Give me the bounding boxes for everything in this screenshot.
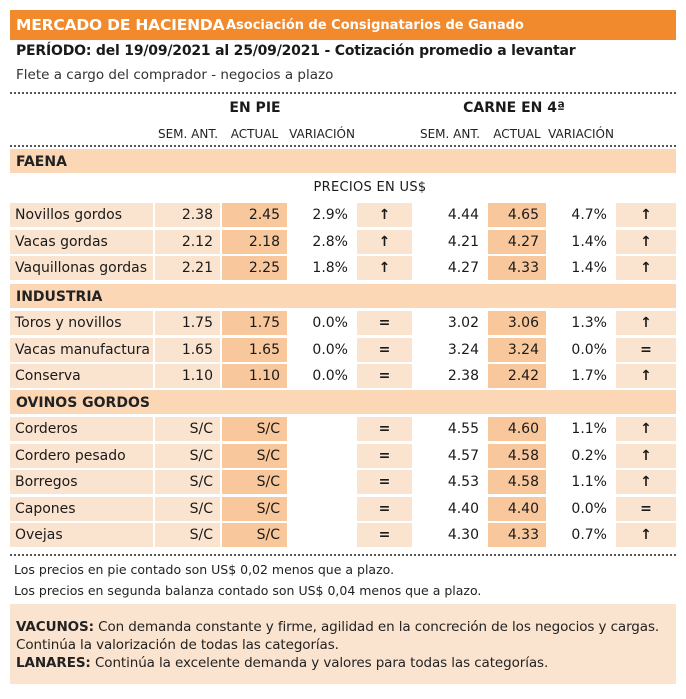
pie-trend-icon: ↑: [357, 203, 412, 227]
carne-variacion: 1.7%: [548, 364, 614, 388]
note-segunda-balanza: Los precios en segunda balanza contado son US$ 0,04 menos que a plazo.: [14, 583, 482, 598]
carne-trend-icon: ↑: [616, 203, 676, 227]
carne-variacion: 0.0%: [548, 497, 614, 521]
carne-trend-icon: ↑: [616, 523, 676, 547]
group-carne: CARNE EN 4ª: [463, 100, 565, 116]
pie-trend-icon: ↑: [357, 230, 412, 254]
pie-trend-icon: =: [357, 417, 412, 441]
carne-actual: 4.33: [488, 256, 546, 280]
pie-sem-ant: 2.38: [155, 203, 220, 227]
header-title: MERCADO DE HACIENDA: [16, 16, 225, 34]
carne-trend-icon: ↑: [616, 364, 676, 388]
pie-variacion: 0.0%: [289, 311, 355, 335]
section-title: FAENA: [16, 154, 67, 170]
row-name: Capones: [10, 497, 153, 521]
carne-sem-ant: 4.40: [414, 497, 486, 521]
pie-actual: 1.10: [222, 364, 287, 388]
col-pie-actual: ACTUAL: [230, 127, 279, 141]
vacunos-comment: [16, 619, 659, 635]
pie-variacion: [289, 470, 355, 494]
carne-sem-ant: 2.38: [414, 364, 486, 388]
pie-actual: 2.25: [222, 256, 287, 280]
note-pie: Los precios en pie contado son US$ 0,02 menos que a plazo.: [14, 562, 395, 577]
carne-trend-icon: ↑: [616, 311, 676, 335]
carne-sem-ant: 4.44: [414, 203, 486, 227]
flete-line: Flete a cargo del comprador - negocios a plazo: [16, 67, 334, 83]
carne-trend-icon: ↑: [616, 417, 676, 441]
pie-sem-ant: S/C: [155, 470, 220, 494]
row-name: Toros y novillos: [10, 311, 153, 335]
pie-variacion: 1.8%: [289, 256, 355, 280]
pie-sem-ant: S/C: [155, 497, 220, 521]
carne-trend-icon: ↑: [616, 230, 676, 254]
pie-actual: 2.18: [222, 230, 287, 254]
pie-actual: S/C: [222, 523, 287, 547]
pie-variacion: 0.0%: [289, 364, 355, 388]
carne-actual: 3.06: [488, 311, 546, 335]
carne-trend-icon: ↑: [616, 444, 676, 468]
pie-trend-icon: =: [357, 497, 412, 521]
pie-actual: S/C: [222, 417, 287, 441]
pie-variacion: 0.0%: [289, 338, 355, 362]
carne-actual: 4.33: [488, 523, 546, 547]
carne-actual: 4.40: [488, 497, 546, 521]
header-bar: [10, 10, 676, 40]
carne-variacion: 1.4%: [548, 230, 614, 254]
pie-trend-icon: ↑: [357, 256, 412, 280]
pie-sem-ant: 1.10: [155, 364, 220, 388]
row-name: Cordero pesado: [10, 444, 153, 468]
section-header: [10, 149, 676, 173]
pie-trend-icon: =: [357, 470, 412, 494]
carne-actual: 4.58: [488, 444, 546, 468]
row-name: Vacas gordas: [10, 230, 153, 254]
pie-variacion: [289, 417, 355, 441]
pie-actual: 2.45: [222, 203, 287, 227]
precios-label: PRECIOS EN US$: [313, 180, 427, 195]
vacunos-label: VACUNOS:: [16, 619, 94, 635]
carne-sem-ant: 4.55: [414, 417, 486, 441]
pie-variacion: [289, 444, 355, 468]
col-carne-variacion: VARIACIÓN: [548, 127, 614, 141]
carne-actual: 4.60: [488, 417, 546, 441]
carne-actual: 3.24: [488, 338, 546, 362]
pie-trend-icon: =: [357, 311, 412, 335]
pie-variacion: [289, 523, 355, 547]
section-title: OVINOS GORDOS: [16, 395, 150, 411]
carne-sem-ant: 4.27: [414, 256, 486, 280]
pie-variacion: 2.9%: [289, 203, 355, 227]
pie-trend-icon: =: [357, 523, 412, 547]
carne-sem-ant: 4.53: [414, 470, 486, 494]
comments-box: [10, 604, 676, 684]
carne-trend-icon: ↑: [616, 470, 676, 494]
pie-sem-ant: S/C: [155, 417, 220, 441]
row-name: Vaquillonas gordas: [10, 256, 153, 280]
row-name: Conserva: [10, 364, 153, 388]
pie-trend-icon: =: [357, 338, 412, 362]
vacunos-comment-cont: Continúa la valorización de todas las categorías.: [16, 637, 339, 653]
carne-trend-icon: =: [616, 497, 676, 521]
carne-actual: 4.65: [488, 203, 546, 227]
carne-variacion: 4.7%: [548, 203, 614, 227]
carne-sem-ant: 4.57: [414, 444, 486, 468]
carne-variacion: 0.7%: [548, 523, 614, 547]
carne-variacion: 0.2%: [548, 444, 614, 468]
periodo-line: PERÍODO: del 19/09/2021 al 25/09/2021 - Cotización promedio a levantar: [16, 43, 576, 59]
carne-variacion: 0.0%: [548, 338, 614, 362]
lanares-label: LANARES:: [16, 655, 91, 671]
header-subtitle: Asociación de Consignatarios de Ganado: [226, 18, 524, 33]
pie-actual: 1.75: [222, 311, 287, 335]
row-name: Vacas manufactura: [10, 338, 153, 362]
carne-actual: 4.58: [488, 470, 546, 494]
row-name: Borregos: [10, 470, 153, 494]
pie-sem-ant: 1.75: [155, 311, 220, 335]
row-name: Ovejas: [10, 523, 153, 547]
divider: [10, 145, 676, 147]
carne-actual: 4.27: [488, 230, 546, 254]
pie-sem-ant: S/C: [155, 444, 220, 468]
carne-sem-ant: 3.24: [414, 338, 486, 362]
carne-trend-icon: =: [616, 338, 676, 362]
row-name: Corderos: [10, 417, 153, 441]
carne-sem-ant: 4.21: [414, 230, 486, 254]
section-header: [10, 390, 676, 414]
col-pie-sem-ant: SEM. ANT.: [157, 127, 219, 141]
pie-actual: S/C: [222, 470, 287, 494]
group-en-pie: EN PIE: [229, 100, 281, 116]
carne-variacion: 1.1%: [548, 470, 614, 494]
carne-trend-icon: ↑: [616, 256, 676, 280]
vacunos-text: Con demanda constante y firme, agilidad en la concreción de los negocios y cargas.: [98, 619, 660, 635]
carne-sem-ant: 3.02: [414, 311, 486, 335]
lanares-text: Continúa la excelente demanda y valores para todas las categorías.: [94, 655, 549, 671]
divider: [10, 92, 676, 94]
pie-actual: S/C: [222, 444, 287, 468]
pie-actual: S/C: [222, 497, 287, 521]
carne-variacion: 1.3%: [548, 311, 614, 335]
col-pie-variacion: VARIACIÓN: [289, 127, 355, 141]
col-carne-sem-ant: SEM. ANT.: [419, 127, 481, 141]
pie-sem-ant: S/C: [155, 523, 220, 547]
lanares-comment: [16, 655, 548, 671]
section-title: INDUSTRIA: [16, 289, 103, 305]
row-name: Novillos gordos: [10, 203, 153, 227]
pie-trend-icon: =: [357, 364, 412, 388]
divider: [10, 554, 676, 556]
section-header: [10, 284, 676, 308]
carne-variacion: 1.4%: [548, 256, 614, 280]
pie-sem-ant: 1.65: [155, 338, 220, 362]
pie-sem-ant: 2.21: [155, 256, 220, 280]
carne-sem-ant: 4.30: [414, 523, 486, 547]
pie-variacion: 2.8%: [289, 230, 355, 254]
carne-variacion: 1.1%: [548, 417, 614, 441]
pie-sem-ant: 2.12: [155, 230, 220, 254]
carne-actual: 2.42: [488, 364, 546, 388]
col-carne-actual: ACTUAL: [493, 127, 541, 141]
pie-actual: 1.65: [222, 338, 287, 362]
pie-variacion: [289, 497, 355, 521]
pie-trend-icon: =: [357, 444, 412, 468]
